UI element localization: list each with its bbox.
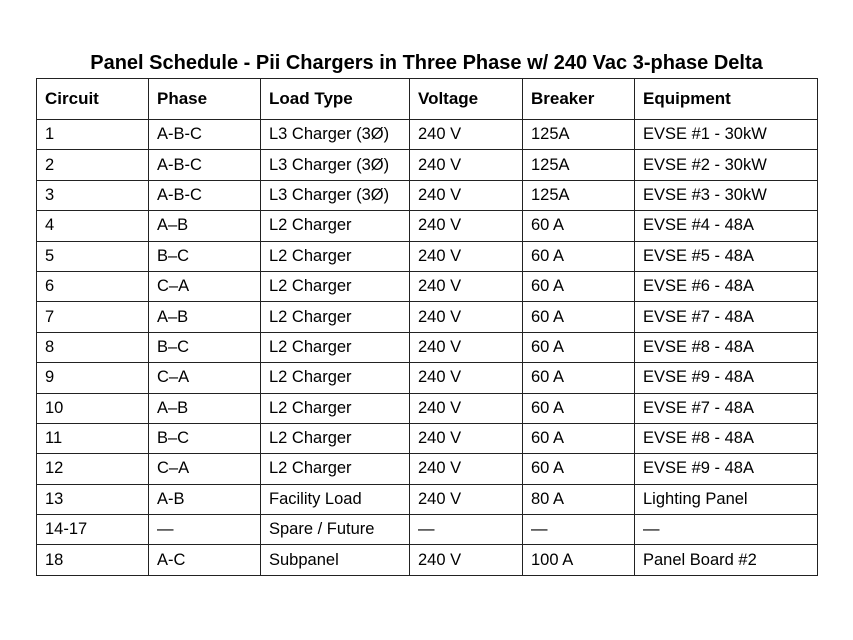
cell-circuit: 1 (37, 120, 149, 150)
cell-voltage: 240 V (410, 545, 523, 575)
cell-voltage: 240 V (410, 393, 523, 423)
table-row (37, 180, 818, 210)
cell-voltage: 240 V (410, 423, 523, 453)
column-header-load-type: Load Type (261, 79, 410, 120)
cell-load-type: L2 Charger (261, 423, 410, 453)
cell-load-type: Subpanel (261, 545, 410, 575)
table-row (37, 484, 818, 514)
cell-phase: A–B (149, 302, 261, 332)
cell-phase: A-B (149, 484, 261, 514)
cell-circuit: 18 (37, 545, 149, 575)
cell-equipment: EVSE #8 - 48A (635, 332, 818, 362)
column-header-equipment: Equipment (635, 79, 818, 120)
cell-breaker: 60 A (523, 393, 635, 423)
table-row (37, 302, 818, 332)
cell-equipment: Lighting Panel (635, 484, 818, 514)
column-header-breaker: Breaker (523, 79, 635, 120)
cell-breaker: 100 A (523, 545, 635, 575)
cell-phase: A-B-C (149, 180, 261, 210)
cell-phase: B–C (149, 423, 261, 453)
cell-voltage: 240 V (410, 363, 523, 393)
table-row (37, 393, 818, 423)
cell-breaker: 60 A (523, 241, 635, 271)
cell-phase: B–C (149, 241, 261, 271)
cell-circuit: 6 (37, 271, 149, 301)
cell-load-type: L2 Charger (261, 211, 410, 241)
cell-phase: A–B (149, 211, 261, 241)
cell-equipment: EVSE #8 - 48A (635, 423, 818, 453)
cell-voltage: 240 V (410, 332, 523, 362)
cell-breaker: 60 A (523, 363, 635, 393)
cell-voltage: 240 V (410, 241, 523, 271)
cell-voltage: 240 V (410, 211, 523, 241)
cell-breaker: — (523, 515, 635, 545)
cell-load-type: L2 Charger (261, 332, 410, 362)
cell-equipment: EVSE #7 - 48A (635, 302, 818, 332)
cell-breaker: 125A (523, 180, 635, 210)
cell-equipment: EVSE #7 - 48A (635, 393, 818, 423)
cell-circuit: 14-17 (37, 515, 149, 545)
cell-load-type: L3 Charger (3Ø) (261, 120, 410, 150)
cell-circuit: 11 (37, 423, 149, 453)
cell-load-type: L2 Charger (261, 271, 410, 301)
cell-phase: — (149, 515, 261, 545)
cell-voltage: — (410, 515, 523, 545)
cell-phase: A–B (149, 393, 261, 423)
table-row (37, 332, 818, 362)
panel-schedule-table (36, 78, 818, 576)
cell-phase: A-B-C (149, 120, 261, 150)
cell-circuit: 9 (37, 363, 149, 393)
cell-circuit: 13 (37, 484, 149, 514)
cell-load-type: L2 Charger (261, 241, 410, 271)
cell-voltage: 240 V (410, 180, 523, 210)
cell-equipment: EVSE #2 - 30kW (635, 150, 818, 180)
cell-voltage: 240 V (410, 150, 523, 180)
table-row (37, 545, 818, 575)
cell-equipment: EVSE #5 - 48A (635, 241, 818, 271)
header-row (37, 79, 818, 120)
cell-circuit: 3 (37, 180, 149, 210)
cell-breaker: 60 A (523, 271, 635, 301)
column-header-voltage: Voltage (410, 79, 523, 120)
cell-phase: C–A (149, 363, 261, 393)
cell-load-type: L3 Charger (3Ø) (261, 180, 410, 210)
cell-breaker: 60 A (523, 423, 635, 453)
cell-circuit: 12 (37, 454, 149, 484)
table-row (37, 120, 818, 150)
cell-equipment: EVSE #4 - 48A (635, 211, 818, 241)
cell-load-type: Facility Load (261, 484, 410, 514)
cell-equipment: EVSE #9 - 48A (635, 454, 818, 484)
cell-breaker: 125A (523, 150, 635, 180)
table-body (37, 120, 818, 576)
cell-voltage: 240 V (410, 271, 523, 301)
cell-voltage: 240 V (410, 484, 523, 514)
table-row (37, 423, 818, 453)
table-row (37, 150, 818, 180)
cell-breaker: 60 A (523, 454, 635, 484)
cell-voltage: 240 V (410, 454, 523, 484)
cell-phase: B–C (149, 332, 261, 362)
table-row (37, 363, 818, 393)
table-row (37, 241, 818, 271)
cell-equipment: EVSE #6 - 48A (635, 271, 818, 301)
cell-equipment: EVSE #9 - 48A (635, 363, 818, 393)
cell-circuit: 8 (37, 332, 149, 362)
table-row (37, 271, 818, 301)
cell-equipment: EVSE #1 - 30kW (635, 120, 818, 150)
cell-load-type: L2 Charger (261, 363, 410, 393)
cell-phase: C–A (149, 271, 261, 301)
cell-phase: A-B-C (149, 150, 261, 180)
cell-circuit: 7 (37, 302, 149, 332)
cell-breaker: 60 A (523, 211, 635, 241)
cell-circuit: 2 (37, 150, 149, 180)
cell-phase: C–A (149, 454, 261, 484)
cell-voltage: 240 V (410, 302, 523, 332)
column-header-circuit: Circuit (37, 79, 149, 120)
cell-circuit: 5 (37, 241, 149, 271)
cell-circuit: 10 (37, 393, 149, 423)
cell-voltage: 240 V (410, 120, 523, 150)
cell-load-type: L2 Charger (261, 393, 410, 423)
cell-breaker: 125A (523, 120, 635, 150)
page-title: Panel Schedule - Pii Chargers in Three Phase w/ 240 Vac 3-phase Delta (90, 52, 763, 74)
cell-load-type: L2 Charger (261, 454, 410, 484)
table-row (37, 515, 818, 545)
cell-circuit: 4 (37, 211, 149, 241)
cell-load-type: L3 Charger (3Ø) (261, 150, 410, 180)
table-row (37, 211, 818, 241)
cell-phase: A-C (149, 545, 261, 575)
cell-equipment: EVSE #3 - 30kW (635, 180, 818, 210)
cell-load-type: L2 Charger (261, 302, 410, 332)
table-row (37, 454, 818, 484)
cell-breaker: 60 A (523, 302, 635, 332)
cell-breaker: 80 A (523, 484, 635, 514)
cell-equipment: — (635, 515, 818, 545)
cell-load-type: Spare / Future (261, 515, 410, 545)
column-header-phase: Phase (149, 79, 261, 120)
cell-equipment: Panel Board #2 (635, 545, 818, 575)
table-header (37, 79, 818, 120)
cell-breaker: 60 A (523, 332, 635, 362)
